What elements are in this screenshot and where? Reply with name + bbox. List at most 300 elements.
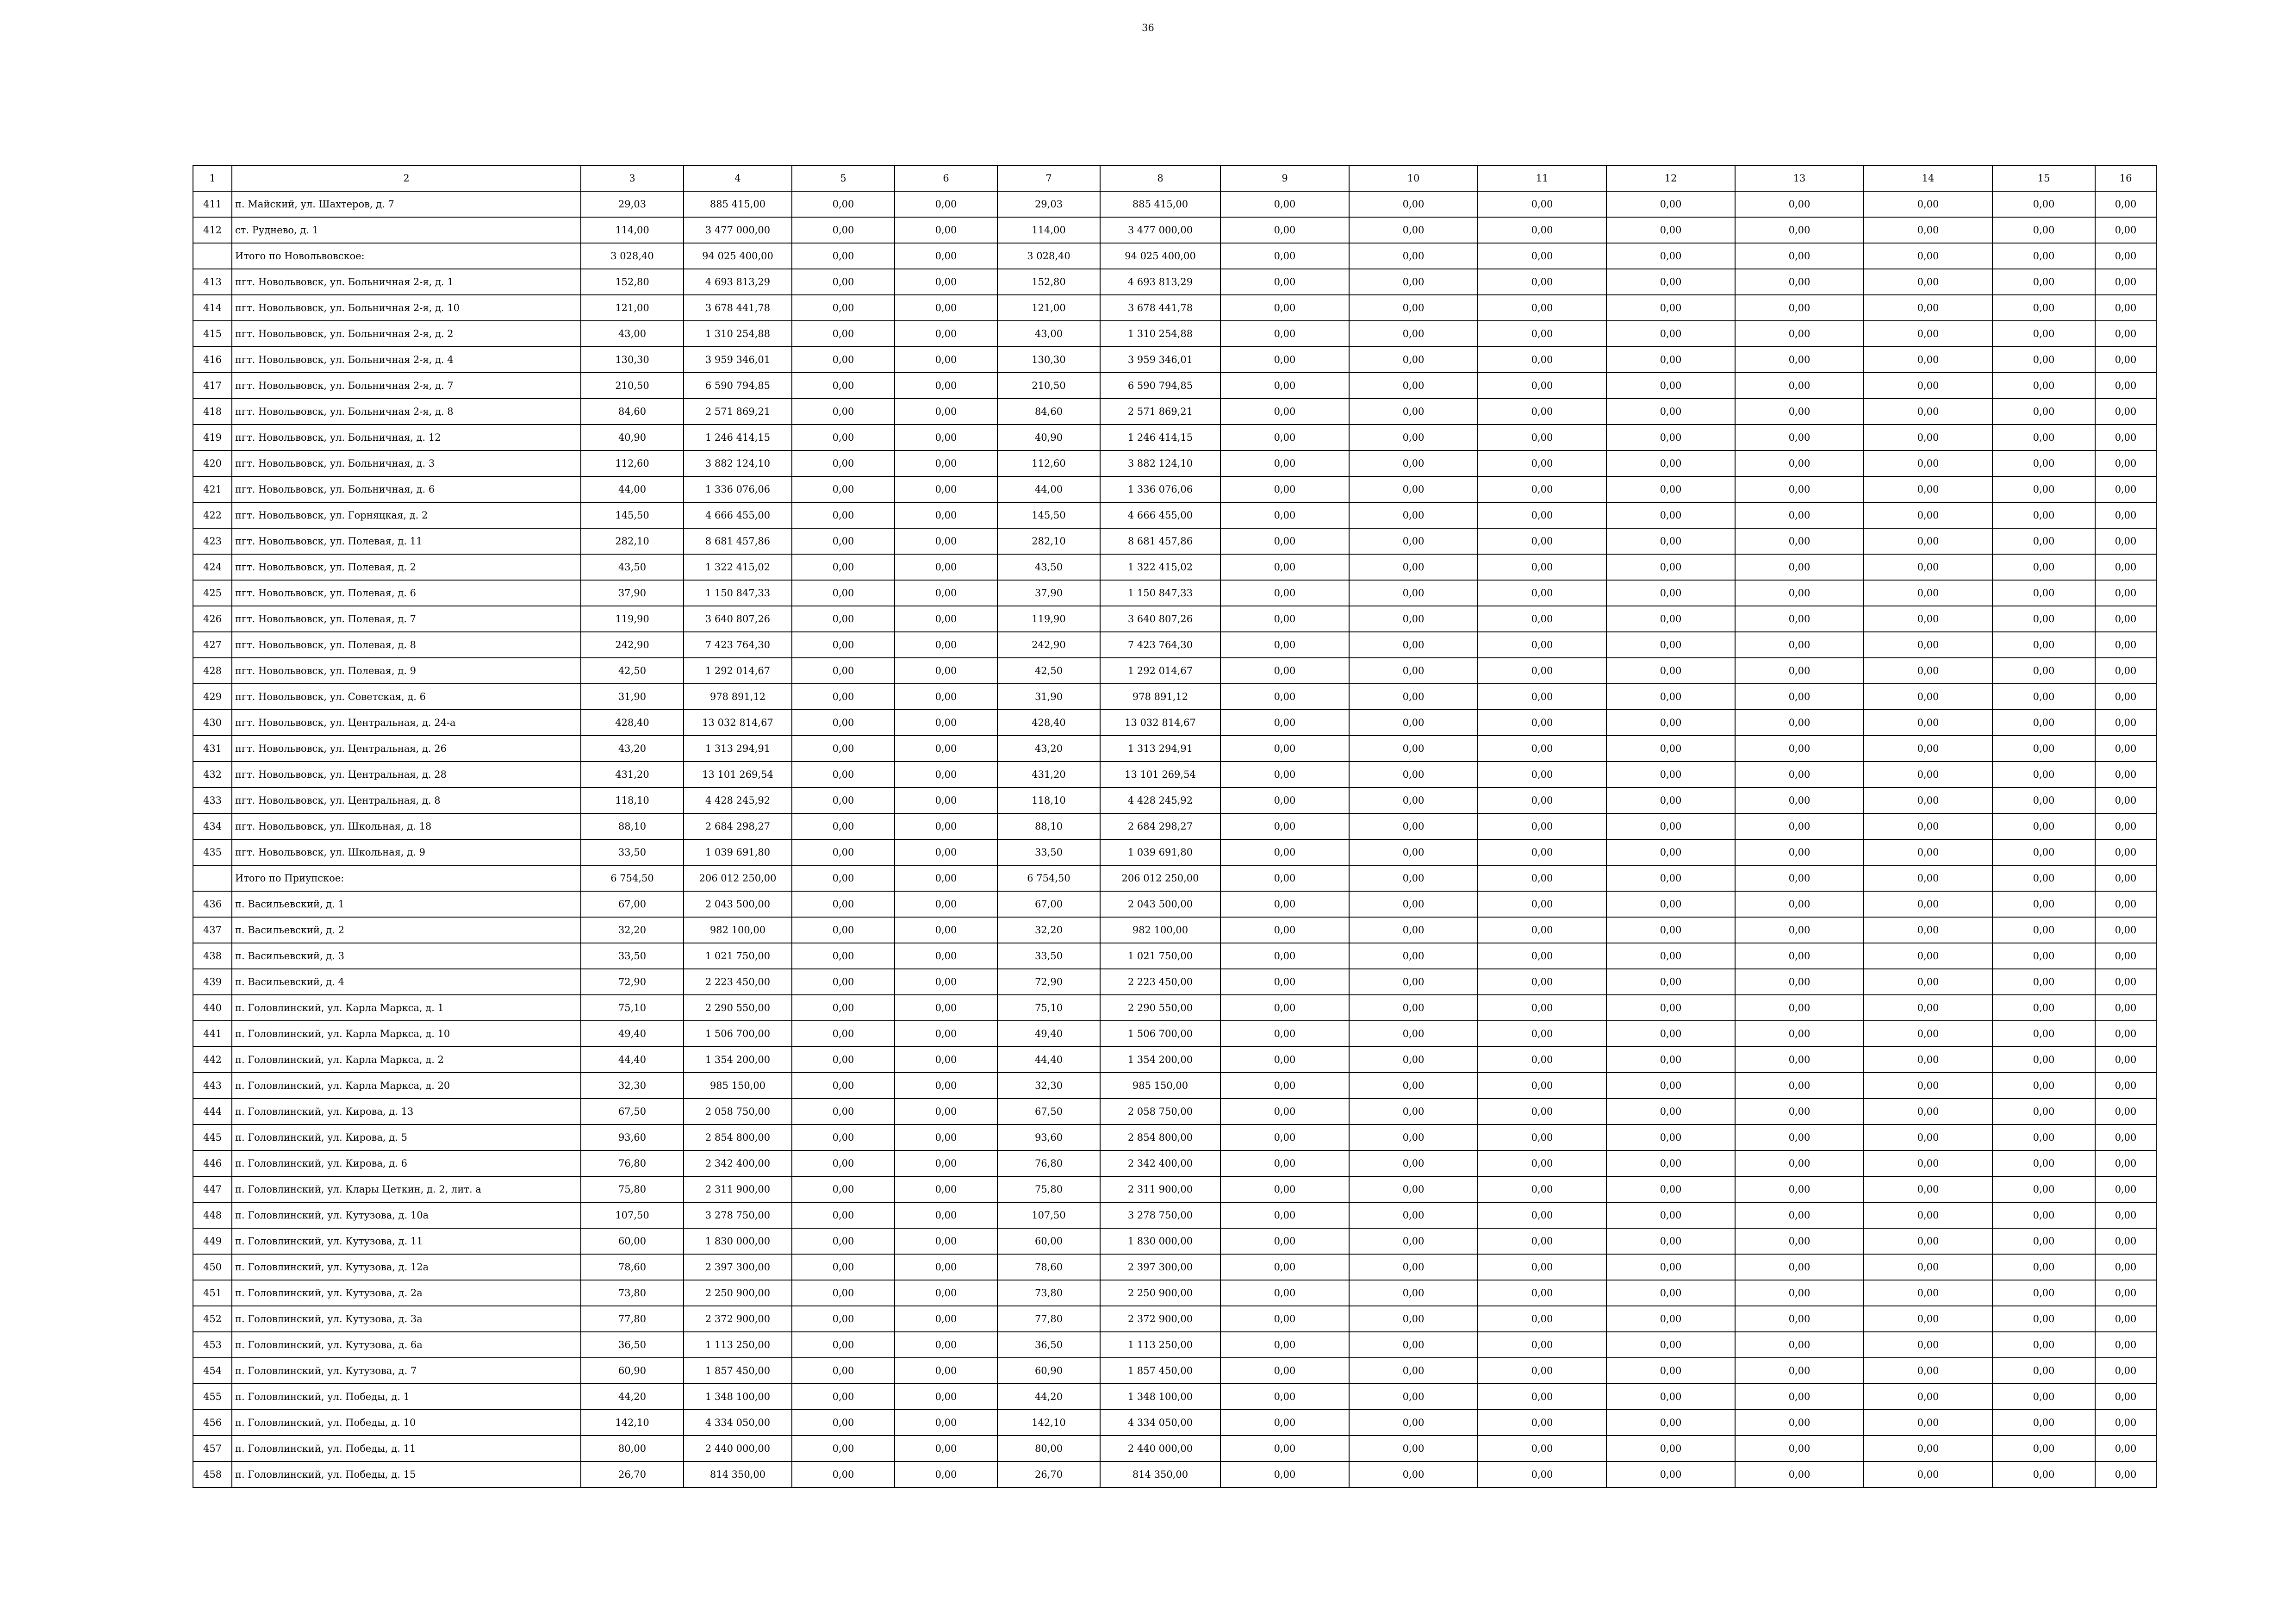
value-cell: 0,00 <box>2095 839 2156 865</box>
value-cell: 2 571 869,21 <box>684 399 792 425</box>
value-cell: 0,00 <box>1606 373 1735 399</box>
value-cell: 1 039 691,80 <box>1100 839 1220 865</box>
address-cell: п. Головлинский, ул. Карла Маркса, д. 1 <box>232 995 581 1021</box>
value-cell: 1 246 414,15 <box>684 425 792 450</box>
value-cell: 0,00 <box>1606 1228 1735 1254</box>
value-cell: 0,00 <box>1606 710 1735 736</box>
value-cell: 6 590 794,85 <box>1100 373 1220 399</box>
address-cell: п. Васильевский, д. 4 <box>232 969 581 995</box>
value-cell: 94 025 400,00 <box>1100 243 1220 269</box>
value-cell: 0,00 <box>1606 1410 1735 1436</box>
value-cell: 0,00 <box>1606 399 1735 425</box>
value-cell: 1 348 100,00 <box>1100 1384 1220 1410</box>
value-cell: 206 012 250,00 <box>684 865 792 891</box>
value-cell: 0,00 <box>1735 995 1864 1021</box>
column-header-16: 16 <box>2095 165 2156 191</box>
value-cell: 0,00 <box>895 1202 997 1228</box>
value-cell: 3 882 124,10 <box>1100 450 1220 476</box>
value-cell: 121,00 <box>997 295 1100 321</box>
value-cell: 0,00 <box>792 736 895 762</box>
value-cell: 4 693 813,29 <box>684 269 792 295</box>
value-cell: 13 032 814,67 <box>1100 710 1220 736</box>
value-cell: 1 150 847,33 <box>1100 580 1220 606</box>
value-cell: 0,00 <box>2095 1280 2156 1306</box>
address-cell: пгт. Новольвовск, ул. Больничная 2-я, д. 1 <box>232 269 581 295</box>
value-cell: 982 100,00 <box>684 917 792 943</box>
value-cell: 0,00 <box>1478 476 1606 502</box>
row-number-cell: 444 <box>193 1099 232 1124</box>
value-cell: 0,00 <box>1220 554 1349 580</box>
address-cell: п. Головлинский, ул. Кирова, д. 6 <box>232 1150 581 1176</box>
value-cell: 0,00 <box>895 632 997 658</box>
table-row <box>193 762 2156 787</box>
value-cell: 37,90 <box>997 580 1100 606</box>
value-cell: 1 354 200,00 <box>1100 1047 1220 1073</box>
value-cell: 0,00 <box>792 373 895 399</box>
value-cell: 8 681 457,86 <box>684 528 792 554</box>
table-row <box>193 917 2156 943</box>
value-cell: 0,00 <box>1735 1047 1864 1073</box>
address-cell: пгт. Новольвовск, ул. Советская, д. 6 <box>232 684 581 710</box>
value-cell: 0,00 <box>1864 917 1992 943</box>
value-cell: 0,00 <box>895 1384 997 1410</box>
row-number-cell: 414 <box>193 295 232 321</box>
value-cell: 0,00 <box>1735 658 1864 684</box>
value-cell: 0,00 <box>792 917 895 943</box>
value-cell: 0,00 <box>895 969 997 995</box>
value-cell: 0,00 <box>2095 502 2156 528</box>
value-cell: 0,00 <box>1864 1384 1992 1410</box>
row-number-cell: 450 <box>193 1254 232 1280</box>
table-row <box>193 1228 2156 1254</box>
value-cell: 0,00 <box>1864 1176 1992 1202</box>
value-cell: 0,00 <box>792 554 895 580</box>
value-cell: 1 830 000,00 <box>684 1228 792 1254</box>
value-cell: 0,00 <box>792 425 895 450</box>
value-cell: 2 854 800,00 <box>684 1124 792 1150</box>
value-cell: 3 640 807,26 <box>684 606 792 632</box>
value-cell: 44,20 <box>581 1384 684 1410</box>
value-cell: 0,00 <box>1220 1462 1349 1487</box>
value-cell: 2 043 500,00 <box>1100 891 1220 917</box>
value-cell: 0,00 <box>1992 425 2095 450</box>
value-cell: 0,00 <box>1478 658 1606 684</box>
value-cell: 982 100,00 <box>1100 917 1220 943</box>
address-cell: пгт. Новольвовск, ул. Больничная 2-я, д. 10 <box>232 295 581 321</box>
value-cell: 0,00 <box>1606 995 1735 1021</box>
row-number-cell: 438 <box>193 943 232 969</box>
value-cell: 0,00 <box>1349 1254 1478 1280</box>
value-cell: 0,00 <box>1349 217 1478 243</box>
row-number-cell: 430 <box>193 710 232 736</box>
value-cell: 0,00 <box>1735 425 1864 450</box>
value-cell: 0,00 <box>895 425 997 450</box>
value-cell: 75,80 <box>581 1176 684 1202</box>
value-cell: 0,00 <box>792 1073 895 1099</box>
value-cell: 0,00 <box>792 528 895 554</box>
value-cell: 0,00 <box>1992 347 2095 373</box>
value-cell: 0,00 <box>895 1254 997 1280</box>
value-cell: 3 640 807,26 <box>1100 606 1220 632</box>
value-cell: 0,00 <box>2095 606 2156 632</box>
value-cell: 0,00 <box>2095 891 2156 917</box>
value-cell: 2 250 900,00 <box>684 1280 792 1306</box>
value-cell: 0,00 <box>1478 1176 1606 1202</box>
value-cell: 43,20 <box>581 736 684 762</box>
page-number: 36 <box>1142 22 1154 33</box>
value-cell: 0,00 <box>2095 1073 2156 1099</box>
value-cell: 2 372 900,00 <box>684 1306 792 1332</box>
value-cell: 210,50 <box>581 373 684 399</box>
value-cell: 0,00 <box>1349 321 1478 347</box>
row-number-cell: 415 <box>193 321 232 347</box>
value-cell: 0,00 <box>1992 1384 2095 1410</box>
table-row <box>193 1047 2156 1073</box>
address-cell: п. Головлинский, ул. Победы, д. 1 <box>232 1384 581 1410</box>
value-cell: 0,00 <box>1349 554 1478 580</box>
value-cell: 985 150,00 <box>1100 1073 1220 1099</box>
value-cell: 0,00 <box>2095 1202 2156 1228</box>
value-cell: 0,00 <box>1735 347 1864 373</box>
value-cell: 0,00 <box>1606 321 1735 347</box>
value-cell: 0,00 <box>1992 632 2095 658</box>
value-cell: 0,00 <box>1478 1047 1606 1073</box>
value-cell: 0,00 <box>1864 528 1992 554</box>
value-cell: 37,90 <box>581 580 684 606</box>
value-cell: 114,00 <box>581 217 684 243</box>
value-cell: 94 025 400,00 <box>684 243 792 269</box>
value-cell: 0,00 <box>895 1073 997 1099</box>
value-cell: 0,00 <box>2095 1021 2156 1047</box>
table-row <box>193 399 2156 425</box>
value-cell: 0,00 <box>792 1436 895 1462</box>
column-header-6: 6 <box>895 165 997 191</box>
value-cell: 0,00 <box>1735 1202 1864 1228</box>
table-row <box>193 373 2156 399</box>
value-cell: 0,00 <box>792 1254 895 1280</box>
value-cell: 0,00 <box>1735 476 1864 502</box>
value-cell: 0,00 <box>895 269 997 295</box>
value-cell: 0,00 <box>792 1306 895 1332</box>
value-cell: 0,00 <box>1735 1150 1864 1176</box>
row-number-cell: 426 <box>193 606 232 632</box>
table-row <box>193 321 2156 347</box>
value-cell: 31,90 <box>997 684 1100 710</box>
value-cell: 112,60 <box>997 450 1100 476</box>
value-cell: 0,00 <box>1220 528 1349 554</box>
value-cell: 0,00 <box>895 787 997 813</box>
value-cell: 0,00 <box>1864 1099 1992 1124</box>
value-cell: 0,00 <box>1349 1306 1478 1332</box>
value-cell: 32,30 <box>997 1073 1100 1099</box>
value-cell: 0,00 <box>1992 243 2095 269</box>
table-row <box>193 1124 2156 1150</box>
value-cell: 0,00 <box>1478 295 1606 321</box>
value-cell: 119,90 <box>581 606 684 632</box>
value-cell: 118,10 <box>581 787 684 813</box>
value-cell: 0,00 <box>792 969 895 995</box>
value-cell: 0,00 <box>1220 295 1349 321</box>
value-cell: 0,00 <box>1220 684 1349 710</box>
value-cell: 0,00 <box>1220 1202 1349 1228</box>
table-row <box>193 476 2156 502</box>
value-cell: 3 678 441,78 <box>684 295 792 321</box>
row-number-cell <box>193 243 232 269</box>
value-cell: 0,00 <box>1992 580 2095 606</box>
value-cell: 130,30 <box>997 347 1100 373</box>
value-cell: 0,00 <box>1220 1228 1349 1254</box>
value-cell: 0,00 <box>1220 969 1349 995</box>
value-cell: 0,00 <box>1992 269 2095 295</box>
value-cell: 4 428 245,92 <box>684 787 792 813</box>
value-cell: 1 292 014,67 <box>1100 658 1220 684</box>
value-cell: 0,00 <box>1478 813 1606 839</box>
value-cell: 0,00 <box>2095 684 2156 710</box>
value-cell: 0,00 <box>1220 1358 1349 1384</box>
value-cell: 0,00 <box>1864 813 1992 839</box>
value-cell: 0,00 <box>792 684 895 710</box>
address-cell: пгт. Новольвовск, ул. Школьная, д. 18 <box>232 813 581 839</box>
value-cell: 0,00 <box>1220 865 1349 891</box>
value-cell: 0,00 <box>895 891 997 917</box>
table-row <box>193 295 2156 321</box>
value-cell: 0,00 <box>895 1306 997 1332</box>
value-cell: 0,00 <box>1992 1280 2095 1306</box>
address-cell: пгт. Новольвовск, ул. Полевая, д. 6 <box>232 580 581 606</box>
column-header-1: 1 <box>193 165 232 191</box>
value-cell: 0,00 <box>1864 425 1992 450</box>
value-cell: 0,00 <box>1735 1280 1864 1306</box>
column-header-10: 10 <box>1349 165 1478 191</box>
value-cell: 0,00 <box>1864 476 1992 502</box>
value-cell: 0,00 <box>1220 450 1349 476</box>
value-cell: 0,00 <box>1478 839 1606 865</box>
table-row <box>193 658 2156 684</box>
table-row <box>193 580 2156 606</box>
value-cell: 0,00 <box>2095 528 2156 554</box>
table-row <box>193 891 2156 917</box>
value-cell: 0,00 <box>1606 1462 1735 1487</box>
value-cell: 0,00 <box>1220 373 1349 399</box>
table-row <box>193 1176 2156 1202</box>
row-number-cell: 433 <box>193 787 232 813</box>
table-row <box>193 710 2156 736</box>
value-cell: 0,00 <box>1606 1332 1735 1358</box>
value-cell: 0,00 <box>1864 1306 1992 1332</box>
value-cell: 0,00 <box>1864 736 1992 762</box>
value-cell: 0,00 <box>1478 1332 1606 1358</box>
value-cell: 0,00 <box>895 580 997 606</box>
value-cell: 0,00 <box>1992 476 2095 502</box>
value-cell: 0,00 <box>2095 632 2156 658</box>
value-cell: 0,00 <box>1864 969 1992 995</box>
value-cell: 2 342 400,00 <box>684 1150 792 1176</box>
value-cell: 0,00 <box>1606 1306 1735 1332</box>
value-cell: 88,10 <box>581 813 684 839</box>
address-cell: пгт. Новольвовск, ул. Больничная, д. 12 <box>232 425 581 450</box>
value-cell: 0,00 <box>1220 191 1349 217</box>
value-cell: 0,00 <box>1478 1099 1606 1124</box>
value-cell: 428,40 <box>997 710 1100 736</box>
value-cell: 4 334 050,00 <box>684 1410 792 1436</box>
value-cell: 0,00 <box>2095 995 2156 1021</box>
table-row <box>193 632 2156 658</box>
value-cell: 142,10 <box>997 1410 1100 1436</box>
value-cell: 0,00 <box>1349 502 1478 528</box>
value-cell: 1 313 294,91 <box>684 736 792 762</box>
value-cell: 29,03 <box>581 191 684 217</box>
value-cell: 0,00 <box>895 1124 997 1150</box>
table-row <box>193 1254 2156 1280</box>
value-cell: 0,00 <box>792 1176 895 1202</box>
value-cell: 0,00 <box>2095 295 2156 321</box>
value-cell: 0,00 <box>1349 243 1478 269</box>
row-number-cell <box>193 865 232 891</box>
value-cell: 0,00 <box>1349 787 1478 813</box>
value-cell: 0,00 <box>2095 1228 2156 1254</box>
value-cell: 0,00 <box>1349 347 1478 373</box>
value-cell: 0,00 <box>1220 1384 1349 1410</box>
value-cell: 0,00 <box>1606 606 1735 632</box>
value-cell: 0,00 <box>792 191 895 217</box>
value-cell: 13 032 814,67 <box>684 710 792 736</box>
value-cell: 119,90 <box>997 606 1100 632</box>
value-cell: 0,00 <box>1349 865 1478 891</box>
row-number-cell: 436 <box>193 891 232 917</box>
value-cell: 42,50 <box>581 658 684 684</box>
value-cell: 78,60 <box>581 1254 684 1280</box>
value-cell: 885 415,00 <box>684 191 792 217</box>
value-cell: 0,00 <box>792 865 895 891</box>
value-cell: 0,00 <box>1220 425 1349 450</box>
row-number-cell: 432 <box>193 762 232 787</box>
address-cell: п. Головлинский, ул. Карла Маркса, д. 20 <box>232 1073 581 1099</box>
value-cell: 0,00 <box>2095 969 2156 995</box>
address-cell: пгт. Новольвовск, ул. Полевая, д. 8 <box>232 632 581 658</box>
value-cell: 0,00 <box>1478 632 1606 658</box>
value-cell: 0,00 <box>2095 1384 2156 1410</box>
row-number-cell: 428 <box>193 658 232 684</box>
address-cell: пгт. Новольвовск, ул. Полевая, д. 2 <box>232 554 581 580</box>
value-cell: 0,00 <box>1735 606 1864 632</box>
address-cell: пгт. Новольвовск, ул. Полевая, д. 7 <box>232 606 581 632</box>
address-cell: Итого по Приупское: <box>232 865 581 891</box>
value-cell: 0,00 <box>1349 295 1478 321</box>
value-cell: 0,00 <box>1220 1073 1349 1099</box>
value-cell: 0,00 <box>1864 943 1992 969</box>
value-cell: 0,00 <box>792 399 895 425</box>
value-cell: 0,00 <box>792 1280 895 1306</box>
value-cell: 242,90 <box>997 632 1100 658</box>
column-header-13: 13 <box>1735 165 1864 191</box>
value-cell: 0,00 <box>1606 269 1735 295</box>
value-cell: 0,00 <box>1478 710 1606 736</box>
value-cell: 152,80 <box>997 269 1100 295</box>
value-cell: 0,00 <box>1992 1176 2095 1202</box>
address-cell: п. Головлинский, ул. Победы, д. 15 <box>232 1462 581 1487</box>
value-cell: 0,00 <box>1220 502 1349 528</box>
value-cell: 33,50 <box>581 943 684 969</box>
value-cell: 0,00 <box>2095 658 2156 684</box>
value-cell: 0,00 <box>895 1410 997 1436</box>
value-cell: 8 681 457,86 <box>1100 528 1220 554</box>
value-cell: 0,00 <box>1478 1150 1606 1176</box>
row-number-cell: 449 <box>193 1228 232 1254</box>
value-cell: 0,00 <box>792 1358 895 1384</box>
value-cell: 0,00 <box>792 658 895 684</box>
value-cell: 4 666 455,00 <box>1100 502 1220 528</box>
value-cell: 0,00 <box>1735 502 1864 528</box>
value-cell: 0,00 <box>895 554 997 580</box>
value-cell: 0,00 <box>1992 736 2095 762</box>
value-cell: 0,00 <box>1606 528 1735 554</box>
value-cell: 0,00 <box>1220 347 1349 373</box>
value-cell: 84,60 <box>997 399 1100 425</box>
value-cell: 0,00 <box>895 1462 997 1487</box>
value-cell: 0,00 <box>2095 554 2156 580</box>
value-cell: 0,00 <box>895 995 997 1021</box>
table-row <box>193 1384 2156 1410</box>
value-cell: 78,60 <box>997 1254 1100 1280</box>
value-cell: 0,00 <box>1864 295 1992 321</box>
table-row <box>193 1099 2156 1124</box>
value-cell: 145,50 <box>581 502 684 528</box>
value-cell: 2 684 298,27 <box>1100 813 1220 839</box>
value-cell: 0,00 <box>895 1332 997 1358</box>
value-cell: 2 440 000,00 <box>684 1436 792 1462</box>
value-cell: 0,00 <box>1478 1073 1606 1099</box>
value-cell: 3 959 346,01 <box>1100 347 1220 373</box>
value-cell: 1 354 200,00 <box>684 1047 792 1073</box>
value-cell: 0,00 <box>792 1099 895 1124</box>
value-cell: 1 113 250,00 <box>684 1332 792 1358</box>
value-cell: 75,10 <box>997 995 1100 1021</box>
value-cell: 0,00 <box>1992 1436 2095 1462</box>
value-cell: 0,00 <box>792 813 895 839</box>
value-cell: 0,00 <box>1864 554 1992 580</box>
value-cell: 7 423 764,30 <box>1100 632 1220 658</box>
value-cell: 0,00 <box>2095 1124 2156 1150</box>
value-cell: 0,00 <box>1735 528 1864 554</box>
table-row <box>193 1410 2156 1436</box>
table-row <box>193 554 2156 580</box>
value-cell: 0,00 <box>1606 839 1735 865</box>
value-cell: 0,00 <box>1864 658 1992 684</box>
value-cell: 40,90 <box>581 425 684 450</box>
value-cell: 978 891,12 <box>684 684 792 710</box>
value-cell: 3 959 346,01 <box>684 347 792 373</box>
value-cell: 814 350,00 <box>684 1462 792 1487</box>
value-cell: 0,00 <box>1220 736 1349 762</box>
value-cell: 0,00 <box>792 1462 895 1487</box>
value-cell: 0,00 <box>2095 243 2156 269</box>
value-cell: 0,00 <box>1992 1202 2095 1228</box>
value-cell: 0,00 <box>1606 1384 1735 1410</box>
value-cell: 0,00 <box>792 450 895 476</box>
value-cell: 0,00 <box>1606 1202 1735 1228</box>
value-cell: 0,00 <box>1220 632 1349 658</box>
value-cell: 0,00 <box>2095 1047 2156 1073</box>
value-cell: 0,00 <box>1735 632 1864 658</box>
address-cell: п. Головлинский, ул. Карла Маркса, д. 10 <box>232 1021 581 1047</box>
value-cell: 0,00 <box>1735 217 1864 243</box>
value-cell: 0,00 <box>2095 373 2156 399</box>
value-cell: 0,00 <box>1992 1254 2095 1280</box>
value-cell: 0,00 <box>1478 1410 1606 1436</box>
value-cell: 0,00 <box>895 243 997 269</box>
value-cell: 0,00 <box>2095 943 2156 969</box>
row-number-cell: 412 <box>193 217 232 243</box>
